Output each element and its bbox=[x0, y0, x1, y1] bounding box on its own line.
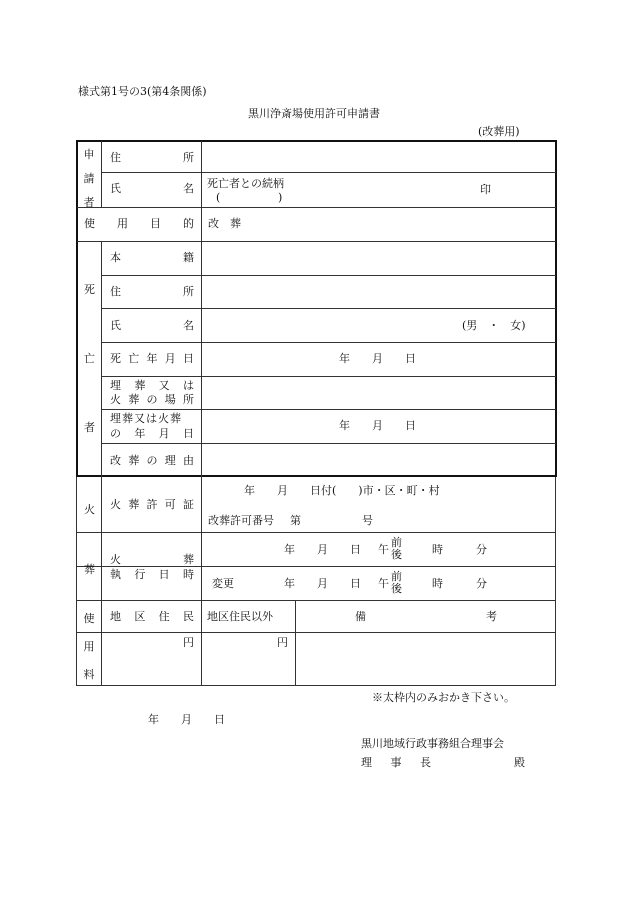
cremation-group-char-1: 火 bbox=[84, 503, 95, 516]
exec-label-line2: 執 行 日 時 bbox=[110, 568, 194, 581]
addressee-dono: 殿 bbox=[514, 756, 525, 769]
deceased-group-char-1: 死 bbox=[84, 283, 95, 296]
change-datetime: 年 月 日 bbox=[284, 577, 361, 590]
purpose-label: 使 用 目 的 bbox=[84, 217, 194, 230]
burial-date-label-line1: 埋葬又は火葬 bbox=[110, 412, 182, 425]
chairman-title: 理 事 長 bbox=[361, 756, 431, 769]
exec-ampm: 前 後 bbox=[391, 536, 402, 561]
permit-label: 火 葬 許 可 証 bbox=[110, 498, 194, 511]
form-variant-note: (改葬用) bbox=[478, 125, 520, 138]
nonresident-fee-yen: 円 bbox=[277, 636, 288, 649]
permit-number-go: 号 bbox=[362, 514, 373, 527]
form-title: 黒川浄斎場使用許可申請書 bbox=[248, 107, 380, 120]
change-ampm: 前 後 bbox=[391, 570, 402, 595]
burial-date-value: 年 月 日 bbox=[339, 419, 416, 432]
permit-date-value: 年 月 日付( )市・区・町・村 bbox=[244, 484, 440, 497]
burial-date-label-line2: の 年 月 日 bbox=[110, 427, 194, 440]
application-date: 年 月 日 bbox=[148, 713, 225, 726]
deceased-group-char-3: 者 bbox=[84, 421, 95, 434]
death-date-value: 年 月 日 bbox=[339, 352, 416, 365]
relation-label: 死亡者との続柄 bbox=[207, 177, 284, 190]
deceased-group-char-2: 亡 bbox=[84, 352, 95, 365]
change-time: 時 分 bbox=[432, 577, 487, 590]
change-go-char: 午 bbox=[378, 577, 389, 590]
instruction-note: ※太枠内のみおかき下さい。 bbox=[372, 691, 515, 704]
place-label-line1: 埋 葬 又 は bbox=[110, 379, 194, 392]
deceased-name-label: 氏 名 bbox=[110, 319, 194, 332]
reason-label: 改 葬 の 理 由 bbox=[110, 454, 194, 467]
death-date-label: 死 亡 年 月 日 bbox=[110, 352, 194, 365]
resident-fee-yen: 円 bbox=[183, 636, 194, 649]
seal-mark: 印 bbox=[480, 183, 491, 196]
organization-name: 黒川地域行政事務組合理事会 bbox=[361, 737, 504, 750]
exec-label-line1: 火 葬 bbox=[110, 553, 194, 566]
remarks-label: 備 考 bbox=[355, 610, 497, 623]
resident-fee-label: 地 区 住 民 bbox=[110, 610, 194, 623]
fee-group-label: 使 用 料 bbox=[83, 612, 95, 681]
applicant-name-label: 氏 名 bbox=[110, 182, 194, 195]
exec-datetime: 年 月 日 bbox=[284, 543, 361, 556]
domicile-label: 本 籍 bbox=[110, 251, 194, 264]
relation-paren-open: ( bbox=[216, 191, 221, 204]
cremation-group-char-2: 葬 bbox=[84, 563, 95, 576]
change-label: 変更 bbox=[212, 577, 234, 590]
permit-number-label: 改葬許可番号 bbox=[208, 514, 274, 527]
deceased-address-label: 住 所 bbox=[110, 285, 194, 298]
gender-choice: (男 ・ 女) bbox=[462, 319, 526, 332]
place-label-line2: 火 葬 の 場 所 bbox=[110, 393, 194, 406]
form-number: 様式第1号の3(第4条関係) bbox=[78, 85, 207, 98]
exec-time: 時 分 bbox=[432, 543, 487, 556]
purpose-value: 改 葬 bbox=[208, 217, 241, 230]
applicant-address-label: 住 所 bbox=[110, 151, 194, 164]
nonresident-fee-label: 地区住民以外 bbox=[207, 610, 273, 623]
applicant-group-label: 申 請 者 bbox=[83, 148, 95, 209]
permit-number-dai: 第 bbox=[290, 514, 301, 527]
relation-paren-close: ) bbox=[278, 191, 283, 204]
exec-go-char: 午 bbox=[378, 543, 389, 556]
